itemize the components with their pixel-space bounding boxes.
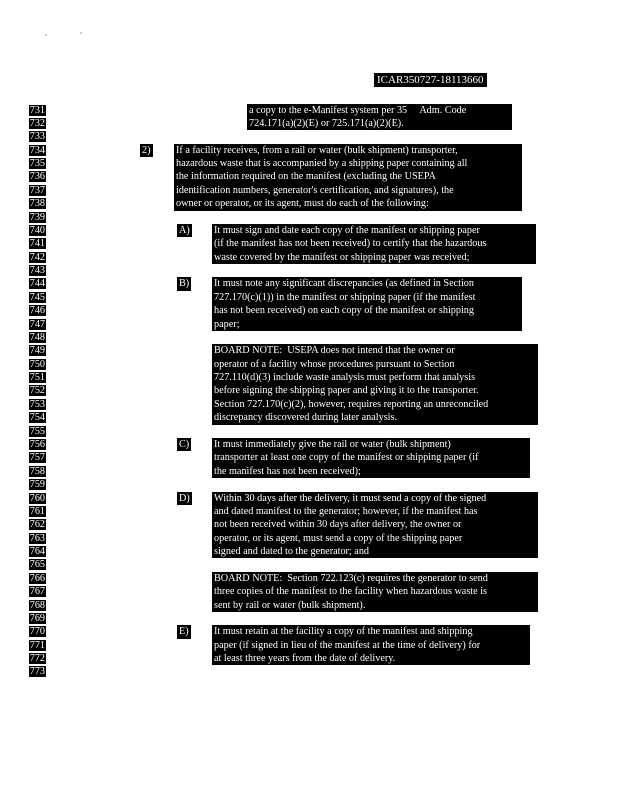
line-number: 744 bbox=[29, 278, 45, 290]
line-number: 733 bbox=[29, 131, 45, 143]
text-line: has not been received) on each copy of the manifest or shipping bbox=[212, 304, 522, 317]
text-line: BOARD NOTE: Section 722.123(c) requires the generator to send bbox=[212, 572, 538, 585]
line-number: 771 bbox=[29, 639, 45, 651]
item-label: B) bbox=[179, 278, 190, 290]
text-line: Within 30 days after the delivery, it must send a copy of the signed bbox=[212, 492, 538, 505]
line-number: 755 bbox=[29, 425, 45, 437]
text-line: (if the manifest has not been received) to certify that the hazardous bbox=[212, 237, 536, 250]
line-number: 753 bbox=[29, 398, 45, 410]
line-number: 767 bbox=[29, 586, 45, 598]
line-number: 759 bbox=[29, 479, 45, 491]
item-label: A) bbox=[179, 224, 190, 236]
text-line: not been received within 30 days after delivery, the owner or bbox=[212, 518, 538, 531]
line-number: 743 bbox=[29, 265, 45, 277]
line-number: 773 bbox=[29, 666, 45, 678]
text-line: the manifest has not been received); bbox=[212, 465, 530, 478]
line-number: 769 bbox=[29, 612, 45, 624]
text-line: transporter at least one copy of the manifest or shipping paper (if bbox=[212, 451, 530, 464]
text-line: 724.171(a)(2)(E) or 725.171(a)(2)(E). bbox=[247, 117, 512, 130]
line-number: 732 bbox=[29, 117, 45, 129]
text-line: identification numbers, generator's certification, and signatures), the bbox=[174, 184, 522, 197]
line-number: 754 bbox=[29, 412, 45, 424]
line-number: 772 bbox=[29, 653, 45, 665]
line-number: 762 bbox=[29, 519, 45, 531]
line-number: 765 bbox=[29, 559, 45, 571]
line-number: 760 bbox=[29, 492, 45, 504]
text-line: It must immediately give the rail or water (bulk shipment) bbox=[212, 438, 530, 451]
line-number: 740 bbox=[29, 224, 45, 236]
line-number: 731 bbox=[29, 104, 45, 116]
line-number: 758 bbox=[29, 465, 45, 477]
line-number: 756 bbox=[29, 439, 45, 450]
text-line: discrepancy discovered during later analysis. bbox=[212, 411, 538, 424]
text-line: It must retain at the facility a copy of the manifest and shipping bbox=[212, 625, 530, 638]
line-number: 770 bbox=[29, 626, 45, 638]
line-number: 748 bbox=[29, 331, 45, 343]
line-number: 736 bbox=[29, 171, 45, 183]
text-line: operator of a facility whose procedures pursuant to Section bbox=[212, 358, 538, 371]
line-number: 763 bbox=[29, 532, 45, 544]
text-line: Section 727.170(c)(2), however, requires reporting an unreconciled bbox=[212, 398, 538, 411]
line-number: 738 bbox=[29, 198, 45, 210]
text-line: paper (if signed in lieu of the manifest at the time of delivery) for bbox=[212, 639, 530, 652]
document-header-code: ICAR350727-18113660 bbox=[374, 73, 487, 87]
text-line: 727.170(c)(1)) in the manifest or shipping paper (if the manifest bbox=[212, 291, 522, 304]
text-line: It must sign and date each copy of the manifest or shipping paper bbox=[212, 224, 536, 237]
line-number: 735 bbox=[29, 158, 45, 170]
text-line: paper; bbox=[212, 318, 522, 331]
line-number: 752 bbox=[29, 385, 45, 397]
scan-speck bbox=[45, 34, 47, 36]
item-label: C) bbox=[179, 439, 190, 450]
text-line: before signing the shipping paper and giving it to the transporter. bbox=[212, 384, 538, 397]
line-number: 737 bbox=[29, 184, 45, 196]
line-number: 757 bbox=[29, 452, 45, 464]
line-number: 741 bbox=[29, 238, 45, 250]
line-number: 750 bbox=[29, 358, 45, 370]
line-number: 747 bbox=[29, 318, 45, 330]
item-label: 2) bbox=[142, 144, 151, 156]
line-number: 746 bbox=[29, 305, 45, 317]
line-number: 749 bbox=[29, 345, 45, 357]
text-line: 727.110(d)(3) include waste analysis must perform that analysis bbox=[212, 371, 538, 384]
text-line: operator, or its agent, must send a copy of the shipping paper bbox=[212, 532, 538, 545]
line-number: 768 bbox=[29, 599, 45, 611]
line-number: 761 bbox=[29, 505, 45, 517]
text-line: waste covered by the manifest or shipping paper was received; bbox=[212, 251, 536, 264]
item-label: E) bbox=[179, 626, 189, 638]
line-number: 734 bbox=[29, 144, 45, 156]
line-number: 766 bbox=[29, 572, 45, 584]
line-number: 751 bbox=[29, 372, 45, 384]
item-label: D) bbox=[179, 492, 190, 504]
text-line: and dated manifest to the generator; however, if the manifest has bbox=[212, 505, 538, 518]
text-line: three copies of the manifest to the facility when hazardous waste is bbox=[212, 585, 538, 598]
line-number: 742 bbox=[29, 251, 45, 263]
text-line: sent by rail or water (bulk shipment). bbox=[212, 599, 538, 612]
text-line: at least three years from the date of delivery. bbox=[212, 652, 530, 665]
text-line: It must note any significant discrepancies (as defined in Section bbox=[212, 277, 522, 290]
line-number: 764 bbox=[29, 546, 45, 558]
text-line: BOARD NOTE: USEPA does not intend that the owner or bbox=[212, 344, 538, 357]
text-line: owner or operator, or its agent, must do each of the following: bbox=[174, 197, 522, 210]
text-line: a copy to the e-Manifest system per 35 Adm. Code bbox=[247, 104, 512, 117]
text-line: If a facility receives, from a rail or water (bulk shipment) transporter, bbox=[174, 144, 522, 157]
scan-speck bbox=[80, 32, 82, 34]
line-number: 739 bbox=[29, 211, 45, 223]
text-line: signed and dated to the generator; and bbox=[212, 545, 538, 558]
line-number: 745 bbox=[29, 291, 45, 303]
text-line: hazardous waste that is accompanied by a shipping paper containing all bbox=[174, 157, 522, 170]
text-line: the information required on the manifest (excluding the USEPA bbox=[174, 170, 522, 183]
